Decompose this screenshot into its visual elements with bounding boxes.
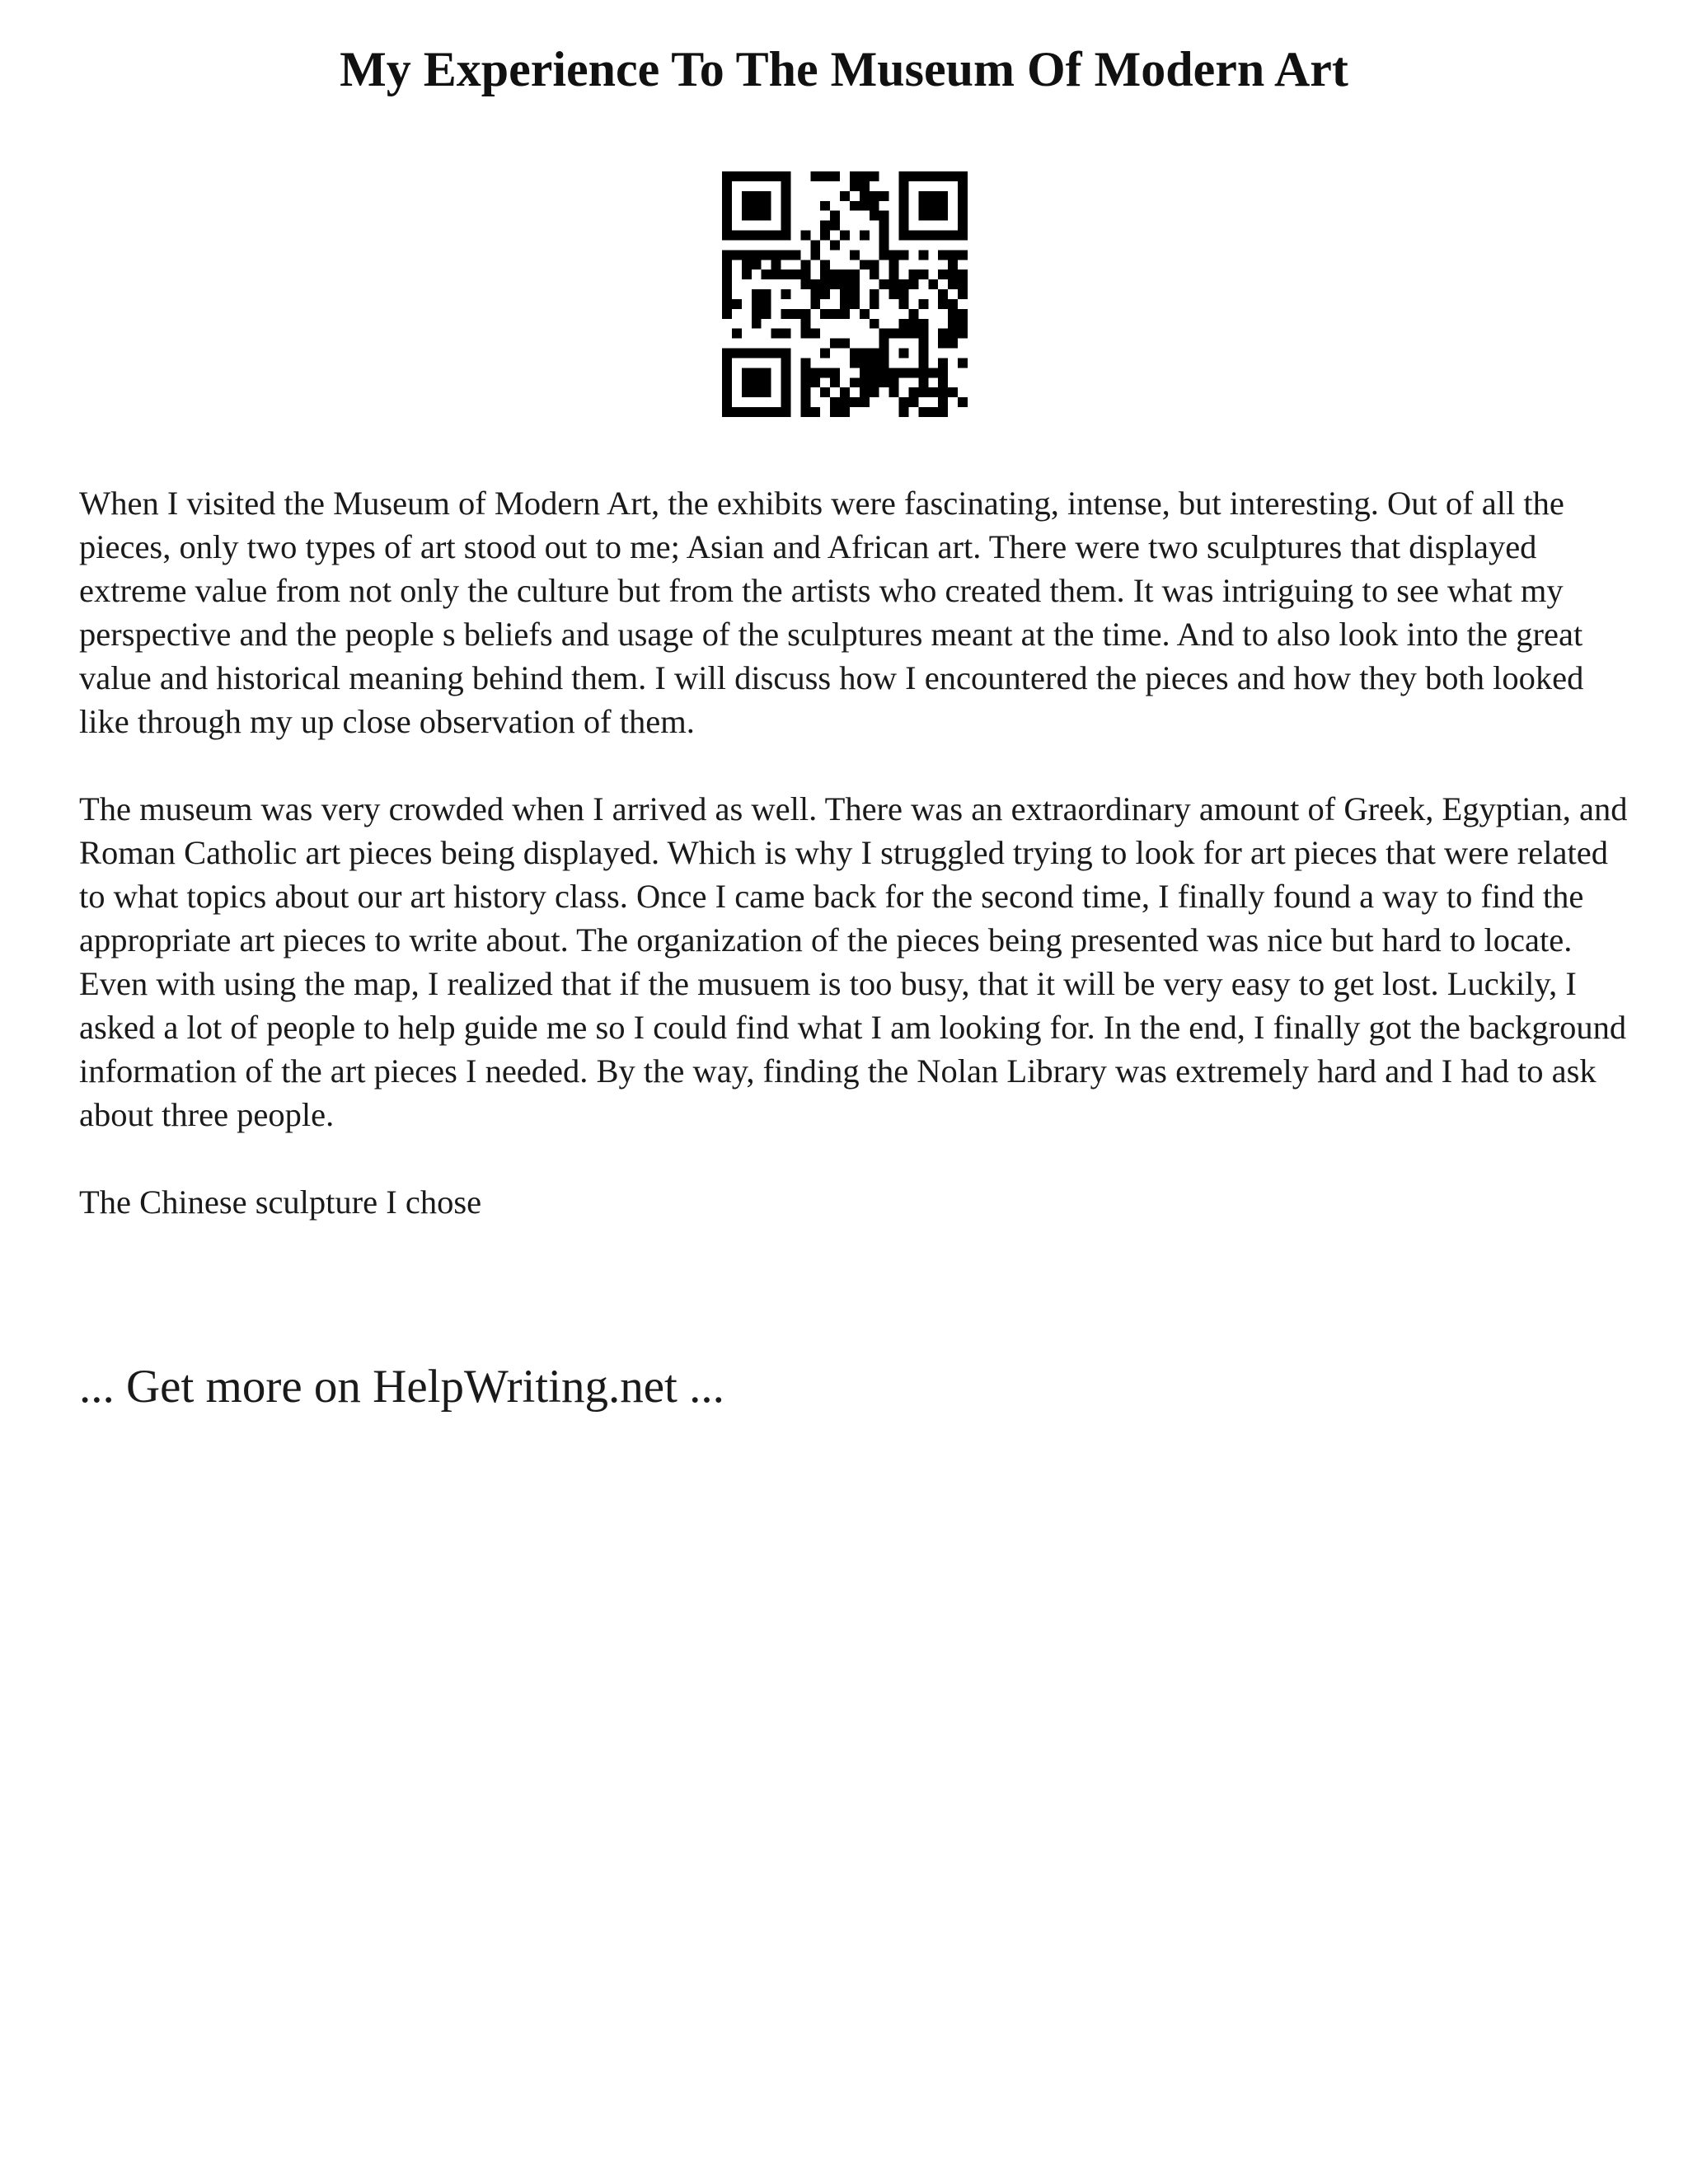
paragraph-2: The museum was very crowded when I arrived as well. There was an extraordinary amount of Greek, Egyptian, and Roman Catholic art pieces being displayed. Which is why I struggled trying to look for art pieces that were related to what topics about our art history class. Once I came back for the second time, I finally found a way to find the appropriate art pieces to write about. The organization of the pieces being presented was nice but hard to locate. Even with using the map, I realized that if the musuem is too busy, that it will be very easy to get lost. Luckily, I asked a lot of people to help guide me so I could find what I am looking for. In the end, I finally got the background information of the art pieces I needed. By the way, finding the Nolan Library was extremely hard and I had to ask about three people. <box>79 790 1628 1133</box>
paragraph-3: The Chinese sculpture I chose <box>79 1183 482 1221</box>
article-body <box>79 481 1629 1268</box>
get-more-link[interactable]: ... Get more on HelpWriting.net ... <box>79 1361 724 1413</box>
page-title: My Experience To The Museum Of Modern Art <box>340 42 1348 96</box>
qr-code-icon <box>722 171 968 417</box>
paragraph-1: When I visited the Museum of Modern Art, the exhibits were fascinating, intense, but interesting. Out of all the pieces, only two types of art stood out to me; Asian and African art. There were two sculptures that displayed extreme value from not only the culture but from the artists who created them. It was intriguing to see what my perspective and the people s beliefs and usage of the sculptures meant at the time. And to also look into the great value and historical meaning behind them. I will discuss how I encountered the pieces and how they both looked like through my up close observation of them. <box>79 485 1584 740</box>
